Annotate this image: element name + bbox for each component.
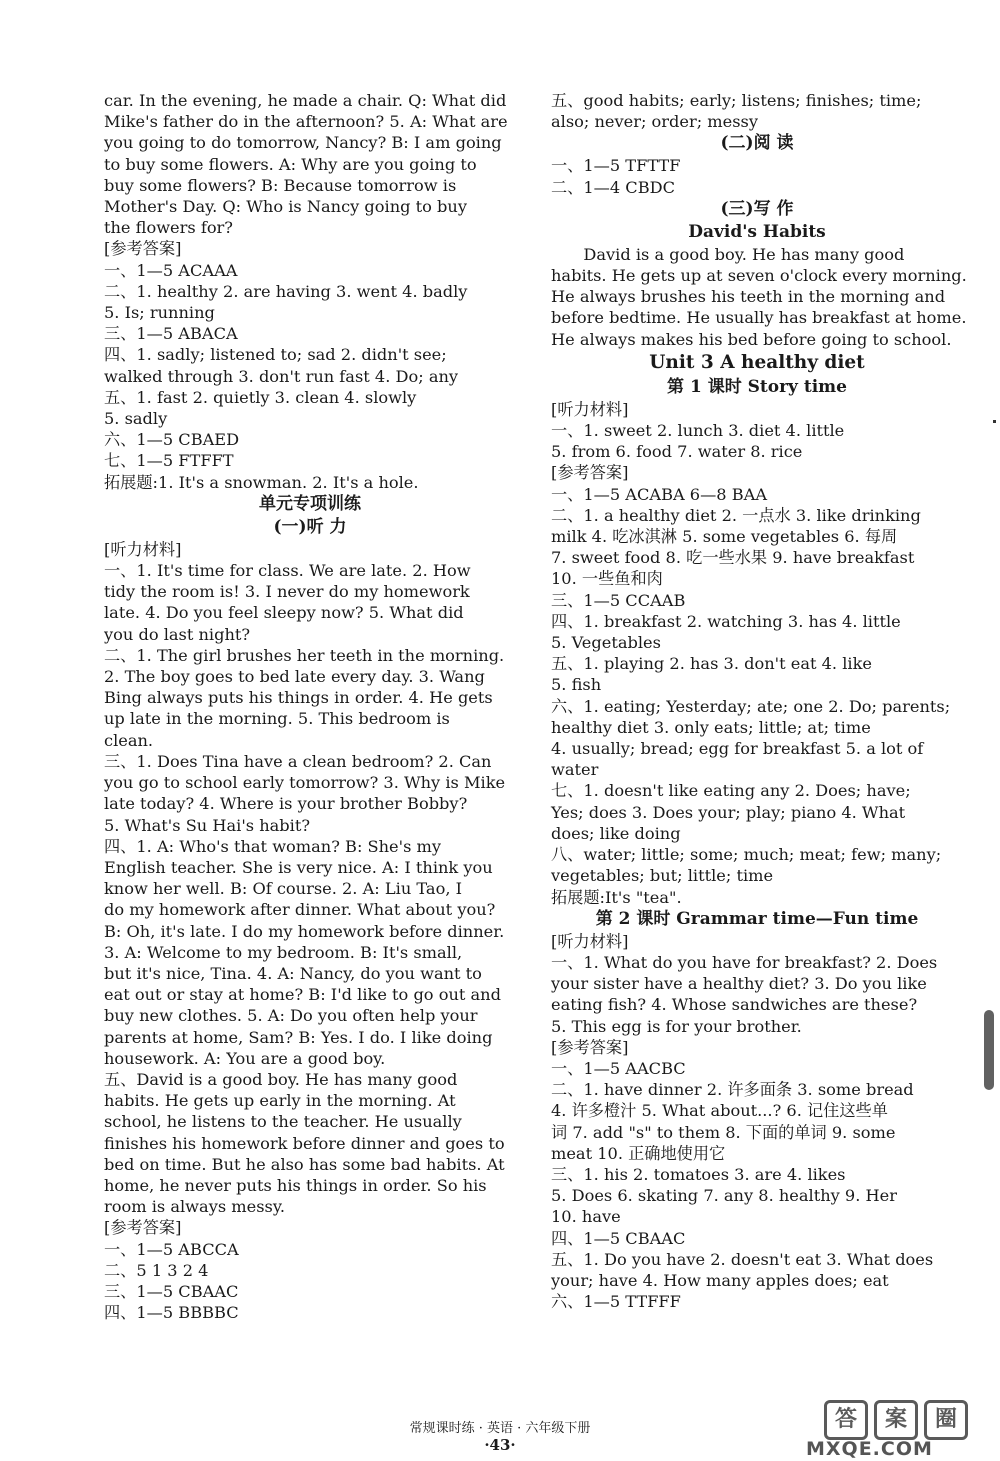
- text-line: Yes; does 3. Does your; play; piano 4. What: [551, 802, 906, 822]
- text-line: David is a good boy. He has many good: [583, 244, 905, 264]
- text-line: eat out or stay at home? B: I'd like to go out and: [104, 985, 501, 1005]
- text-line: 二、5 1 3 2 4: [104, 1260, 209, 1280]
- text-line: does; like doing: [551, 823, 681, 843]
- text-line: buy new clothes. 5. A: Do you often help your: [104, 1006, 478, 1026]
- text-line: before bedtime. He usually has breakfast at home.: [551, 308, 967, 328]
- text-line: Mother's Day. Q: Who is Nancy going to buy: [104, 197, 467, 217]
- text-line: finishes his homework before dinner and goes to: [104, 1133, 505, 1153]
- section-heading: (二)阅 读: [720, 133, 794, 154]
- text-line: 二、1. a healthy diet 2. 一点水 3. like drinking: [551, 505, 921, 525]
- watermark-char: 案: [874, 1400, 918, 1440]
- text-line: up late in the morning. 5. This bedroom is: [104, 709, 450, 729]
- text-line: 5. sadly: [104, 409, 168, 429]
- text-line: know her well. B: Of course. 2. A: Liu Tao, I: [104, 879, 463, 899]
- section-heading: (三)写 作: [720, 198, 794, 219]
- text-line: water: [551, 760, 599, 780]
- text-line: healthy diet 3. only eats; little; at; time: [551, 717, 871, 737]
- text-line: 三、1—5 CBAAC: [104, 1281, 239, 1301]
- left-column: [104, 90, 516, 1323]
- scan-dot: [993, 420, 996, 423]
- text-line: Mike's father do in the afternoon? 5. A: What are: [104, 112, 508, 132]
- text-line: 二、1. healthy 2. are having 3. went 4. badly: [104, 281, 468, 301]
- text-line: late today? 4. Where is your brother Bobby?: [104, 794, 468, 814]
- text-line: housework. A: You are a good boy.: [104, 1048, 386, 1068]
- text-line: 四、1. A: Who's that woman? B: She's my: [104, 836, 442, 856]
- text-line: but it's nice, Tina. 4. A: Nancy, do you want to: [104, 963, 482, 983]
- text-line: 一、1—5 TFTTF: [551, 156, 681, 176]
- text-line: 拓展题:1. It's a snowman. 2. It's a hole.: [104, 472, 419, 492]
- text-line: 八、water; little; some; much; meat; few; many;: [551, 845, 942, 865]
- text-line: 四、1. sadly; listened to; sad 2. didn't see;: [104, 345, 447, 365]
- text-line: 五、1. Do you have 2. doesn't eat 3. What does: [551, 1249, 934, 1269]
- text-line: 3. A: Welcome to my bedroom. B: It's small,: [104, 942, 463, 962]
- section-heading: 单元专项训练: [259, 493, 361, 514]
- text-line: [参考答案]: [551, 463, 629, 483]
- text-line: Bing always puts his things in order. 4. He gets: [104, 688, 493, 708]
- right-column: [551, 90, 967, 1312]
- text-line: to buy some flowers. A: Why are you going to: [104, 154, 477, 174]
- text-line: 四、1—5 BBBBC: [104, 1303, 239, 1323]
- text-line: [听力材料]: [551, 931, 629, 951]
- text-line: 5. Is; running: [104, 303, 215, 323]
- text-line: 2. The boy goes to bed late every day. 3. Wang: [104, 667, 485, 687]
- text-line: 一、1—5 ACABA 6—8 BAA: [551, 484, 768, 504]
- text-line: 一、1—5 ABCCA: [104, 1239, 239, 1259]
- text-line: 六、1. eating; Yesterday; ate; one 2. Do; parents;: [551, 696, 951, 716]
- text-line: late. 4. Do you feel sleepy now? 5. What did: [104, 603, 464, 623]
- text-line: He always makes his bed before going to school.: [551, 329, 952, 349]
- text-line: 三、1. his 2. tomatoes 3. are 4. likes: [551, 1164, 846, 1184]
- text-line: 5. Does 6. skating 7. any 8. healthy 9. Her: [551, 1186, 897, 1206]
- text-line: 四、1. breakfast 2. watching 3. has 4. little: [551, 611, 901, 631]
- section-heading: 第 1 课时 Story time: [667, 376, 847, 397]
- text-line: car. In the evening, he made a chair. Q: What did: [104, 91, 507, 110]
- text-line: the flowers for?: [104, 218, 233, 238]
- text-line: meat 10. 正确地使用它: [551, 1143, 726, 1163]
- text-line: eating fish? 4. Whose sandwiches are these?: [551, 995, 918, 1015]
- text-line: 五、good habits; early; listens; finishes; time;: [551, 91, 922, 110]
- text-line: 一、1—5 ACAAA: [104, 260, 238, 280]
- text-line: 10. 一些鱼和肉: [551, 569, 663, 589]
- text-line: 5. Vegetables: [551, 633, 661, 653]
- text-line: school, he listens to the teacher. He usually: [104, 1112, 462, 1132]
- text-line: 三、1. Does Tina have a clean bedroom? 2. Can: [104, 751, 492, 771]
- text-line: 一、1. It's time for class. We are late. 2. How: [104, 561, 471, 581]
- text-line: [参考答案]: [551, 1037, 629, 1057]
- text-line: you going to do tomorrow, Nancy? B: I am going: [104, 133, 502, 153]
- text-line: 拓展题:It's "tea".: [551, 887, 682, 907]
- text-line: 5. from 6. food 7. water 8. rice: [551, 442, 803, 462]
- text-line: 7. sweet food 8. 吃一些水果 9. have breakfast: [551, 548, 915, 568]
- section-heading: David's Habits: [688, 221, 826, 242]
- text-line: 词 7. add "s" to them 8. 下面的单词 9. some: [551, 1122, 896, 1142]
- text-line: [听力材料]: [551, 399, 629, 419]
- text-line: English teacher. She is very nice. A: I think you: [104, 857, 493, 877]
- text-line: 五、David is a good boy. He has many good: [104, 1069, 458, 1089]
- text-line: habits. He gets up at seven o'clock every morning.: [551, 266, 967, 286]
- text-line: you do last night?: [104, 624, 251, 644]
- text-line: bed on time. But he also has some bad habits. At: [104, 1154, 505, 1174]
- text-line: parents at home, Sam? B: Yes. I do. I like doing: [104, 1027, 493, 1047]
- text-line: [参考答案]: [104, 239, 182, 259]
- scan-artifact: [984, 1010, 994, 1090]
- watermark-char: 答: [824, 1400, 868, 1440]
- text-line: also; never; order; messy: [551, 112, 758, 132]
- text-line: 三、1—5 CCAAB: [551, 590, 686, 610]
- watermark-char: 圈: [924, 1400, 968, 1440]
- watermark-url: MXQE.COM: [806, 1438, 933, 1460]
- section-heading: (一)听 力: [273, 516, 347, 537]
- section-heading: 第 2 课时 Grammar time—Fun time: [595, 908, 919, 929]
- text-line: tidy the room is! 3. I never do my homework: [104, 582, 470, 602]
- text-line: vegetables; but; little; time: [551, 866, 774, 886]
- text-line: milk 4. 吃冰淇淋 5. some vegetables 6. 每周: [551, 527, 898, 547]
- text-line: 五、1. fast 2. quietly 3. clean 4. slowly: [104, 387, 417, 407]
- text-line: your; have 4. How many apples does; eat: [551, 1270, 889, 1290]
- watermark-logo: [804, 1398, 994, 1458]
- text-line: 五、1. playing 2. has 3. don't eat 4. like: [551, 654, 872, 674]
- text-line: 5. This egg is for your brother.: [551, 1016, 802, 1036]
- text-line: your sister have a healthy diet? 3. Do you like: [551, 974, 927, 994]
- text-line: 二、1. have dinner 2. 许多面条 3. some bread: [551, 1080, 914, 1100]
- text-line: clean.: [104, 730, 154, 750]
- text-line: 4. 许多橙汁 5. What about...? 6. 记住这些单: [551, 1101, 888, 1121]
- text-line: 4. usually; bread; egg for breakfast 5. a lot of: [551, 739, 924, 759]
- text-line: you go to school early tomorrow? 3. Why is Mike: [104, 773, 506, 793]
- text-line: 5. What's Su Hai's habit?: [104, 815, 311, 835]
- text-line: 六、1—5 TTFFF: [551, 1292, 681, 1312]
- text-line: 三、1—5 ABACA: [104, 324, 238, 344]
- text-line: 七、1—5 FTFFT: [104, 451, 234, 471]
- text-line: home, he never puts his things in order. So his: [104, 1175, 487, 1195]
- text-line: 一、1. sweet 2. lunch 3. diet 4. little: [551, 421, 845, 441]
- text-line: walked through 3. don't run fast 4. Do; any: [104, 366, 459, 386]
- text-line: He always brushes his teeth in the morning and: [551, 287, 946, 307]
- footer-book-title: 常规课时练 · 英语 · 六年级下册: [409, 1421, 591, 1436]
- text-line: [听力材料]: [104, 539, 182, 559]
- text-line: 一、1—5 AACBC: [551, 1058, 686, 1078]
- text-line: B: Oh, it's late. I do my homework before dinner.: [104, 921, 505, 941]
- text-line: 一、1. What do you have for breakfast? 2. Does: [551, 952, 938, 972]
- section-heading: Unit 3 A healthy diet: [649, 351, 865, 373]
- text-line: room is always messy.: [104, 1197, 285, 1217]
- text-line: 5. fish: [551, 675, 602, 695]
- text-line: habits. He gets up early in the morning. At: [104, 1091, 456, 1111]
- text-line: 四、1—5 CBAAC: [551, 1228, 686, 1248]
- text-line: buy some flowers? B: Because tomorrow is: [104, 175, 457, 195]
- text-line: do my homework after dinner. What about you?: [104, 900, 496, 920]
- page-number: ·43·: [484, 1436, 516, 1454]
- text-line: 六、1—5 CBAED: [104, 430, 240, 450]
- text-line: [参考答案]: [104, 1218, 182, 1238]
- text-line: 二、1—4 CBDC: [551, 177, 675, 197]
- text-line: 二、1. The girl brushes her teeth in the morning.: [104, 645, 505, 665]
- text-line: 七、1. doesn't like eating any 2. Does; have;: [551, 781, 911, 801]
- text-line: 10. have: [551, 1207, 621, 1227]
